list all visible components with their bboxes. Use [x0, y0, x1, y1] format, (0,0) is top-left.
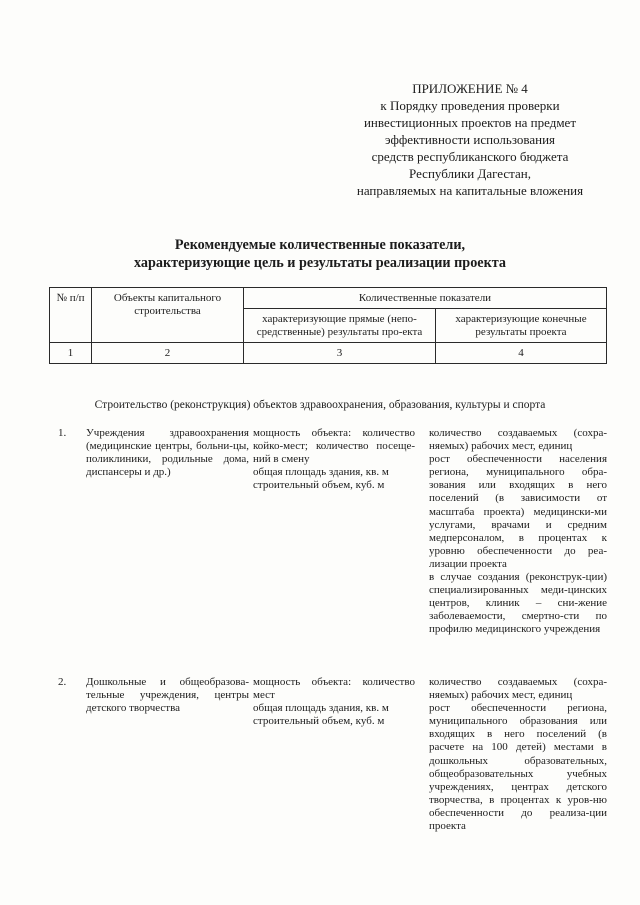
row-object: Дошкольные и общеобразова-тельные учреждения, центры детского творчества [86, 676, 249, 715]
header-objects: Объекты капитального строительства [92, 288, 244, 343]
row-final-indicators [429, 676, 607, 833]
document-title [40, 236, 600, 272]
direct-item: строительный объем, куб. м [253, 715, 385, 728]
appendix-line: к Порядку проведения проверки [380, 98, 560, 113]
row-number: 1. [58, 427, 67, 439]
appendix-line: ПРИЛОЖЕНИЕ № 4 [412, 81, 528, 96]
row-object: Учреждения здравоохранения (медицинские центры, больни-цы, поликлиники, родильные дома, диспансеры и др.) [86, 427, 249, 479]
final-item: рост обеспеченности населения региона, муниципального обра-зования или входящих в него поселений (в зависимости от масштаба проекта) медицински-ми услугами, врачами и средним медперсоналом, в процентах к уровню обеспеченности до реа-лизации проекта [429, 453, 607, 570]
appendix-line: инвестиционных проектов на предмет [363, 115, 577, 130]
final-item: в случае создания (реконструк-ции) специализированных меди-цинских центров, клиник – сни-жение заболеваемости, смертно-сти по профилю медицинского учреждения [429, 571, 607, 636]
appendix-line: направляемых на капитальные вложения [356, 183, 584, 198]
appendix-line: средств республиканского бюджета [371, 149, 569, 164]
row-direct-indicators [253, 427, 415, 492]
title-line-1: Рекомендуемые количественные показатели, [174, 237, 466, 253]
appendix-header [320, 80, 620, 199]
title-line-2: характеризующие цель и результаты реализации проекта [133, 255, 506, 271]
column-number: 1 [50, 343, 92, 364]
column-number: 2 [92, 343, 244, 364]
direct-item: мощность объекта: количество мест [253, 676, 415, 702]
final-item: количество создаваемых (сохра-няемых) рабочих мест, единиц [429, 427, 607, 453]
row-number: 2. [58, 676, 67, 688]
row-direct-indicators [253, 676, 415, 728]
header-direct: характеризующие прямые (непо-средственные) результаты про-екта [244, 309, 436, 343]
appendix-line: Республики Дагестан, [409, 166, 531, 181]
direct-item: строительный объем, куб. м [253, 479, 385, 492]
column-number: 3 [244, 343, 436, 364]
column-number: 4 [436, 343, 607, 364]
row-final-indicators [429, 427, 607, 637]
final-item: количество создаваемых (сохра-няемых) рабочих мест, единиц [429, 676, 607, 702]
direct-item: общая площадь здания, кв. м [253, 466, 389, 479]
appendix-line: эффективности использования [384, 132, 556, 147]
header-indicators: Количественные показатели [244, 288, 607, 309]
final-item: рост обеспеченности региона, муниципального образования или входящих в него поселений (в расчете на 100 детей) местами в дошкольных образовательных, общеобразовательных учебных учреждениях, центрах детского творчества, в процентах к уров-ню обеспеченности до реализа-ции проекта [429, 702, 607, 833]
direct-item: мощность объекта: количество койко-мест; количество посеще-ний в смену [253, 427, 415, 466]
section-title: Строительство (реконструкция) объектов здравоохранения, образования, культуры и спорта [94, 399, 546, 411]
header-final: характеризующие конечные результаты проекта [436, 309, 607, 343]
indicators-table-header [49, 287, 607, 364]
header-num: № п/п [50, 288, 92, 343]
direct-item: общая площадь здания, кв. м [253, 702, 389, 715]
